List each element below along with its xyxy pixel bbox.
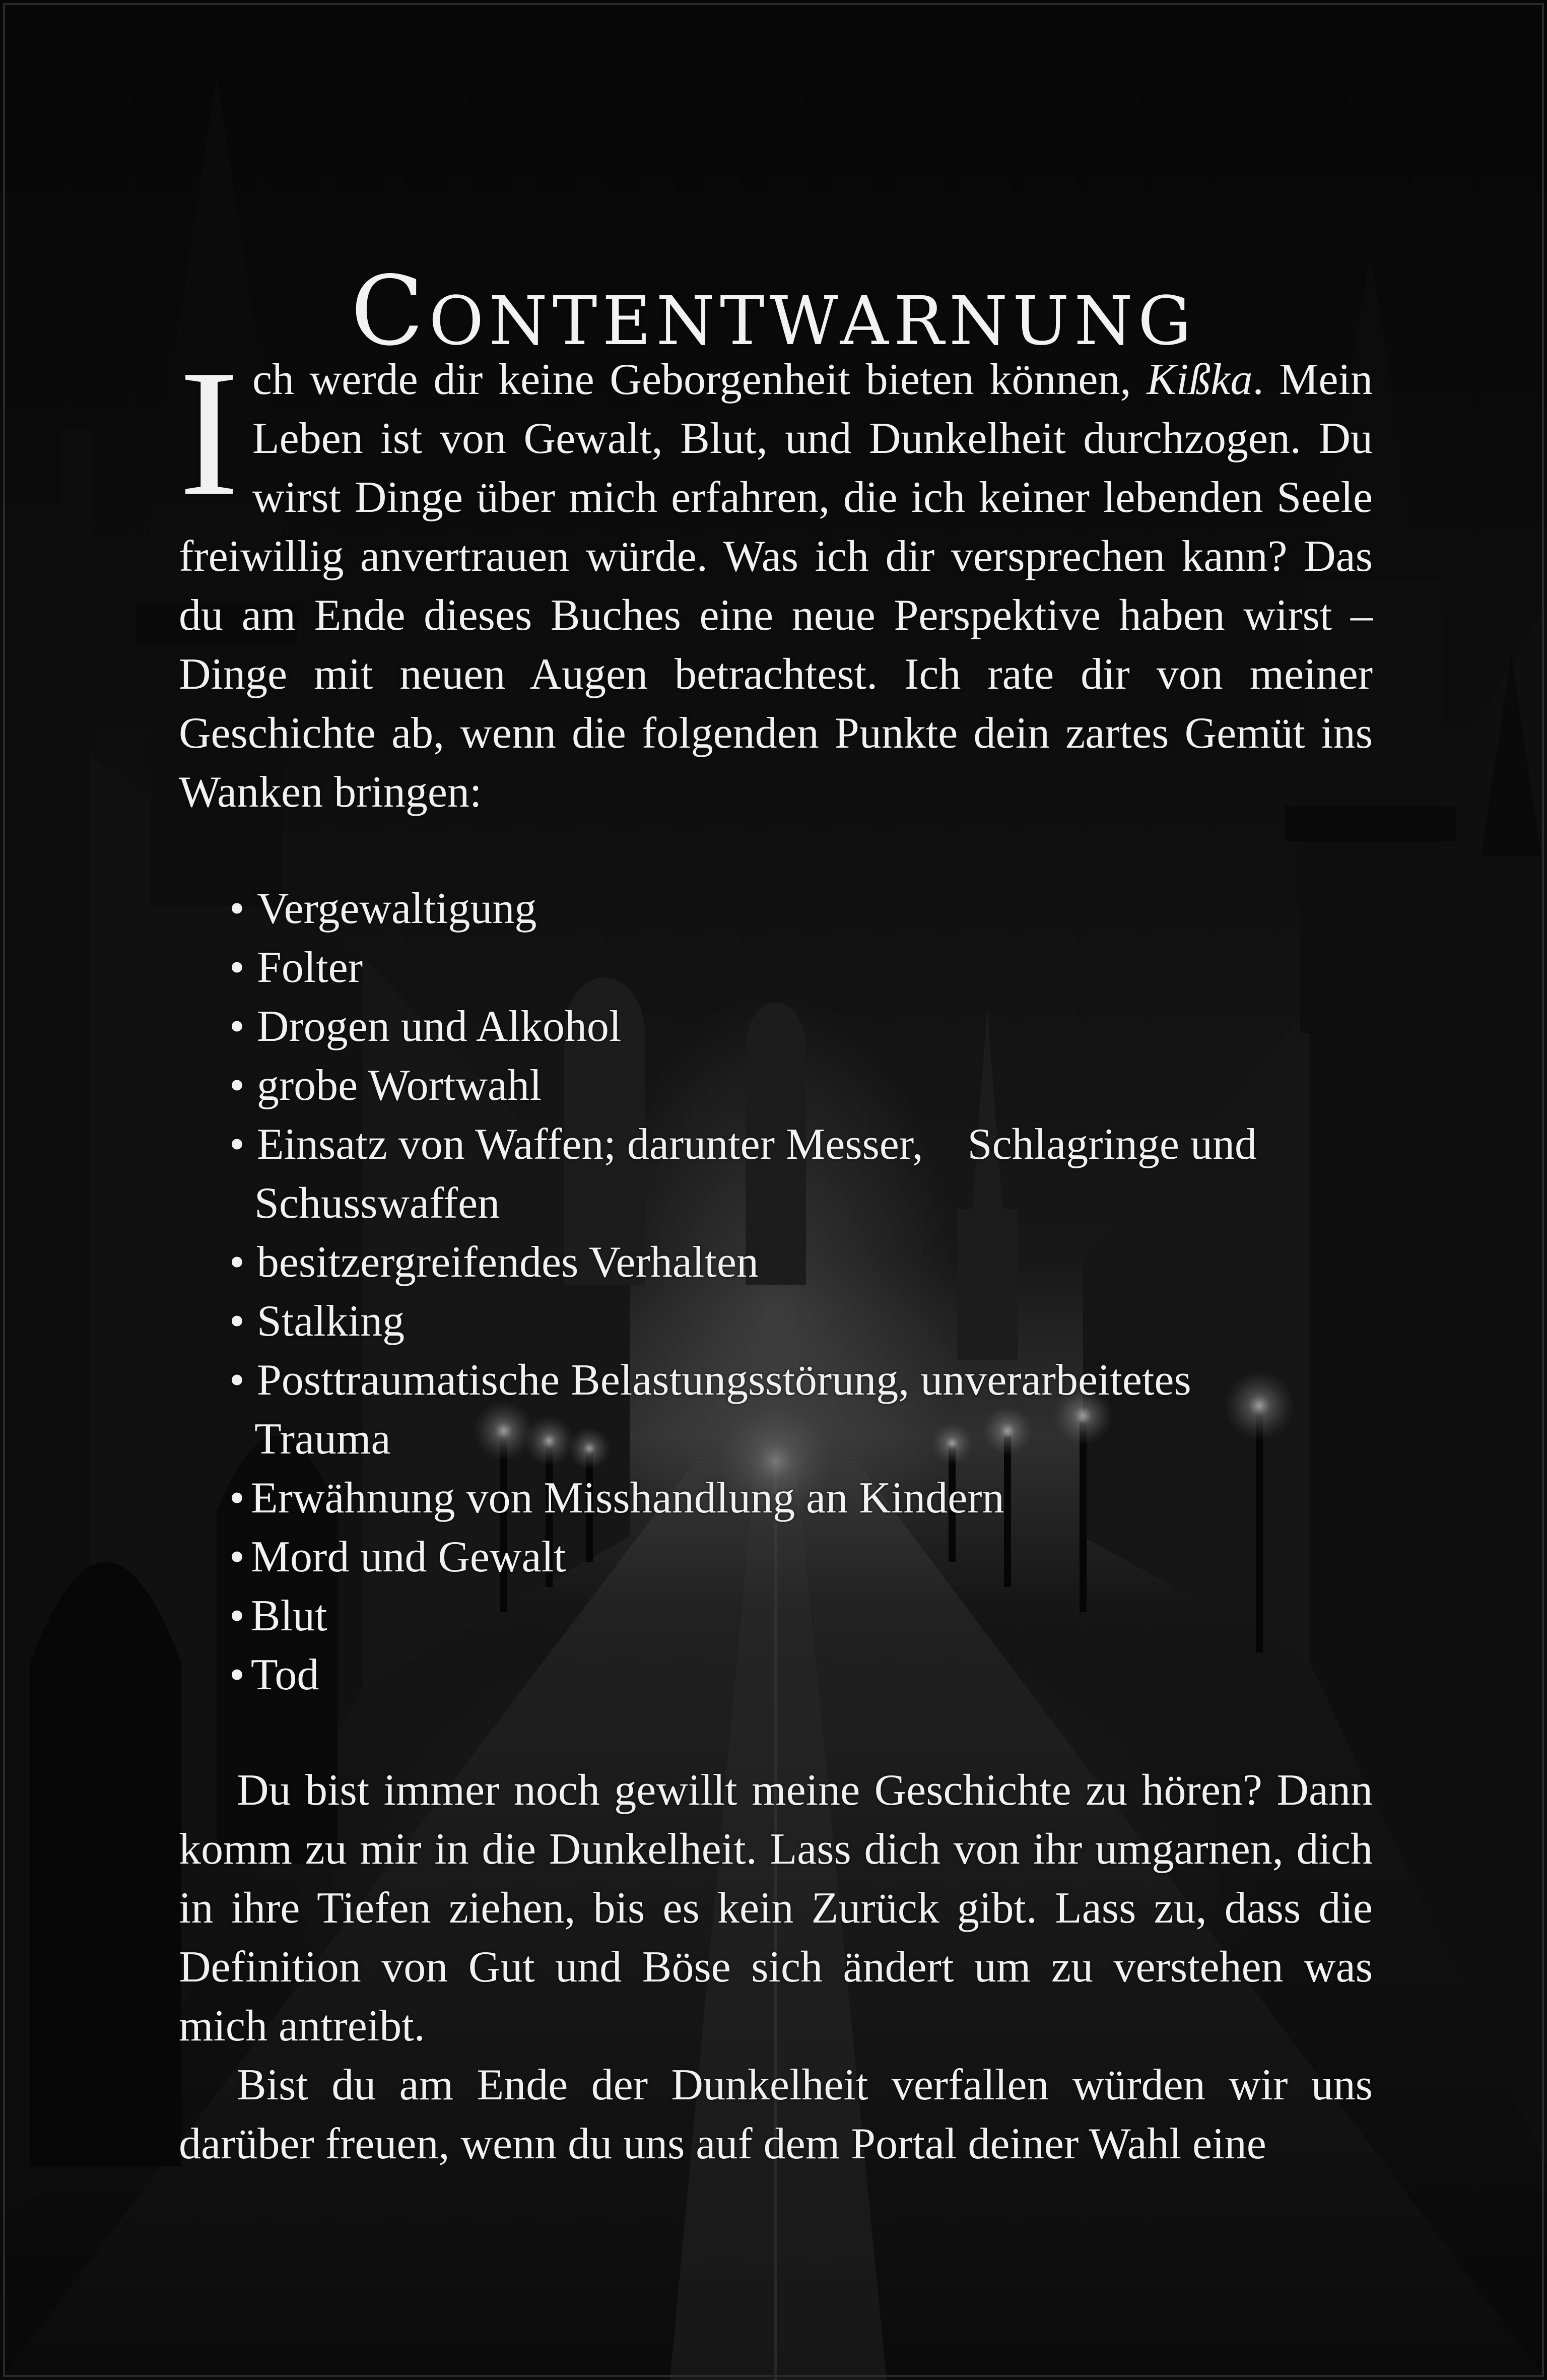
list-item	[229, 1292, 405, 1351]
closing-paragraph-2: Bist du am Ende der Dunkelheit verfallen würden wir uns darüber freuen, wenn du uns auf dem Portal deiner Wahl eine	[179, 2061, 1373, 2168]
bullet-icon: •	[229, 1592, 245, 1640]
list-item	[229, 879, 536, 938]
bullet-icon: •	[229, 1533, 245, 1581]
closing-paragraph-1: Du bist immer noch gewillt meine Geschichte zu hören? Dann komm zu mir in die Dunkelheit. Lass dich von ihr umgarnen, dich in ihre Tiefen ziehen, bis es kein Zurück gibt. Lass zu, dass die Definition von Gut und Böse sich ändert um zu verstehen was mich antreibt.	[179, 1766, 1373, 2051]
list-item-text: Drogen und Alkohol	[256, 1002, 622, 1051]
list-item	[229, 1469, 1004, 1528]
list-item	[229, 1056, 542, 1115]
list-item	[229, 1645, 319, 1704]
list-item	[229, 1528, 566, 1586]
list-item	[254, 1410, 391, 1469]
closing-text	[179, 1761, 1373, 2173]
bullet-icon: •	[229, 1650, 245, 1699]
list-item	[229, 1351, 1191, 1410]
list-item	[229, 997, 621, 1056]
bullet-icon: •	[229, 1061, 245, 1110]
bullet-icon: •	[229, 943, 245, 992]
drop-cap: I	[179, 332, 239, 533]
intro-text-start: ch werde dir keine Geborgenheit bieten können,	[252, 355, 1147, 404]
intro-paragraph	[179, 332, 1373, 822]
list-item-text: Tod	[250, 1650, 319, 1699]
bullet-icon: •	[229, 1474, 245, 1523]
bullet-icon: •	[229, 1002, 245, 1051]
bullet-icon: •	[229, 1297, 245, 1346]
list-item-text: Erwähnung von Misshandlung an Kindern	[250, 1474, 1004, 1523]
list-item-text: Trauma	[254, 1415, 391, 1464]
list-item	[229, 938, 363, 997]
list-item-text: Schusswaffen	[254, 1179, 500, 1228]
list-item	[229, 1233, 759, 1292]
bullet-icon: •	[229, 1356, 245, 1405]
list-item-text: Stalking	[256, 1297, 405, 1346]
intro-text-end: . Mein Leben ist von Gewalt, Blut, und Dunkelheit durchzogen. Du wirst Dinge über mich erfahren, die ich keiner lebenden Seele freiwillig anvertrauen würde. Was ich dir versprechen kann? Das du am Ende dieses Buches eine neue Perspektive haben wirst – Dinge mit neuen Augen betrachtest. Ich rate dir von meiner Geschichte ab, wenn die folgenden Punkte dein zartes Gemüt ins Wanken bringen:	[179, 355, 1373, 817]
list-item-text: Posttraumatische Belastungsstörung, unverarbeitetes	[256, 1356, 1191, 1405]
bullet-icon: •	[229, 884, 245, 933]
list-item-text: Folter	[256, 943, 363, 992]
intro-name: Kißka	[1147, 355, 1253, 404]
list-item-text: grobe Wortwahl	[256, 1061, 542, 1110]
list-item-text: Vergewaltigung	[256, 884, 537, 933]
list-item-text: Mord und Gewalt	[250, 1533, 566, 1581]
page-title: Contentwarnung	[350, 255, 1197, 367]
list-item-text: Blut	[250, 1592, 327, 1640]
list-item-text: Einsatz von Waffen; darunter Messer, Schlagringe und	[256, 1120, 1257, 1169]
list-item	[254, 1174, 500, 1233]
list-item	[229, 1115, 1257, 1174]
bullet-icon: •	[229, 1238, 245, 1287]
bullet-icon: •	[229, 1120, 245, 1169]
list-item-text: besitzergreifendes Verhalten	[256, 1238, 759, 1287]
list-item	[229, 1586, 327, 1645]
